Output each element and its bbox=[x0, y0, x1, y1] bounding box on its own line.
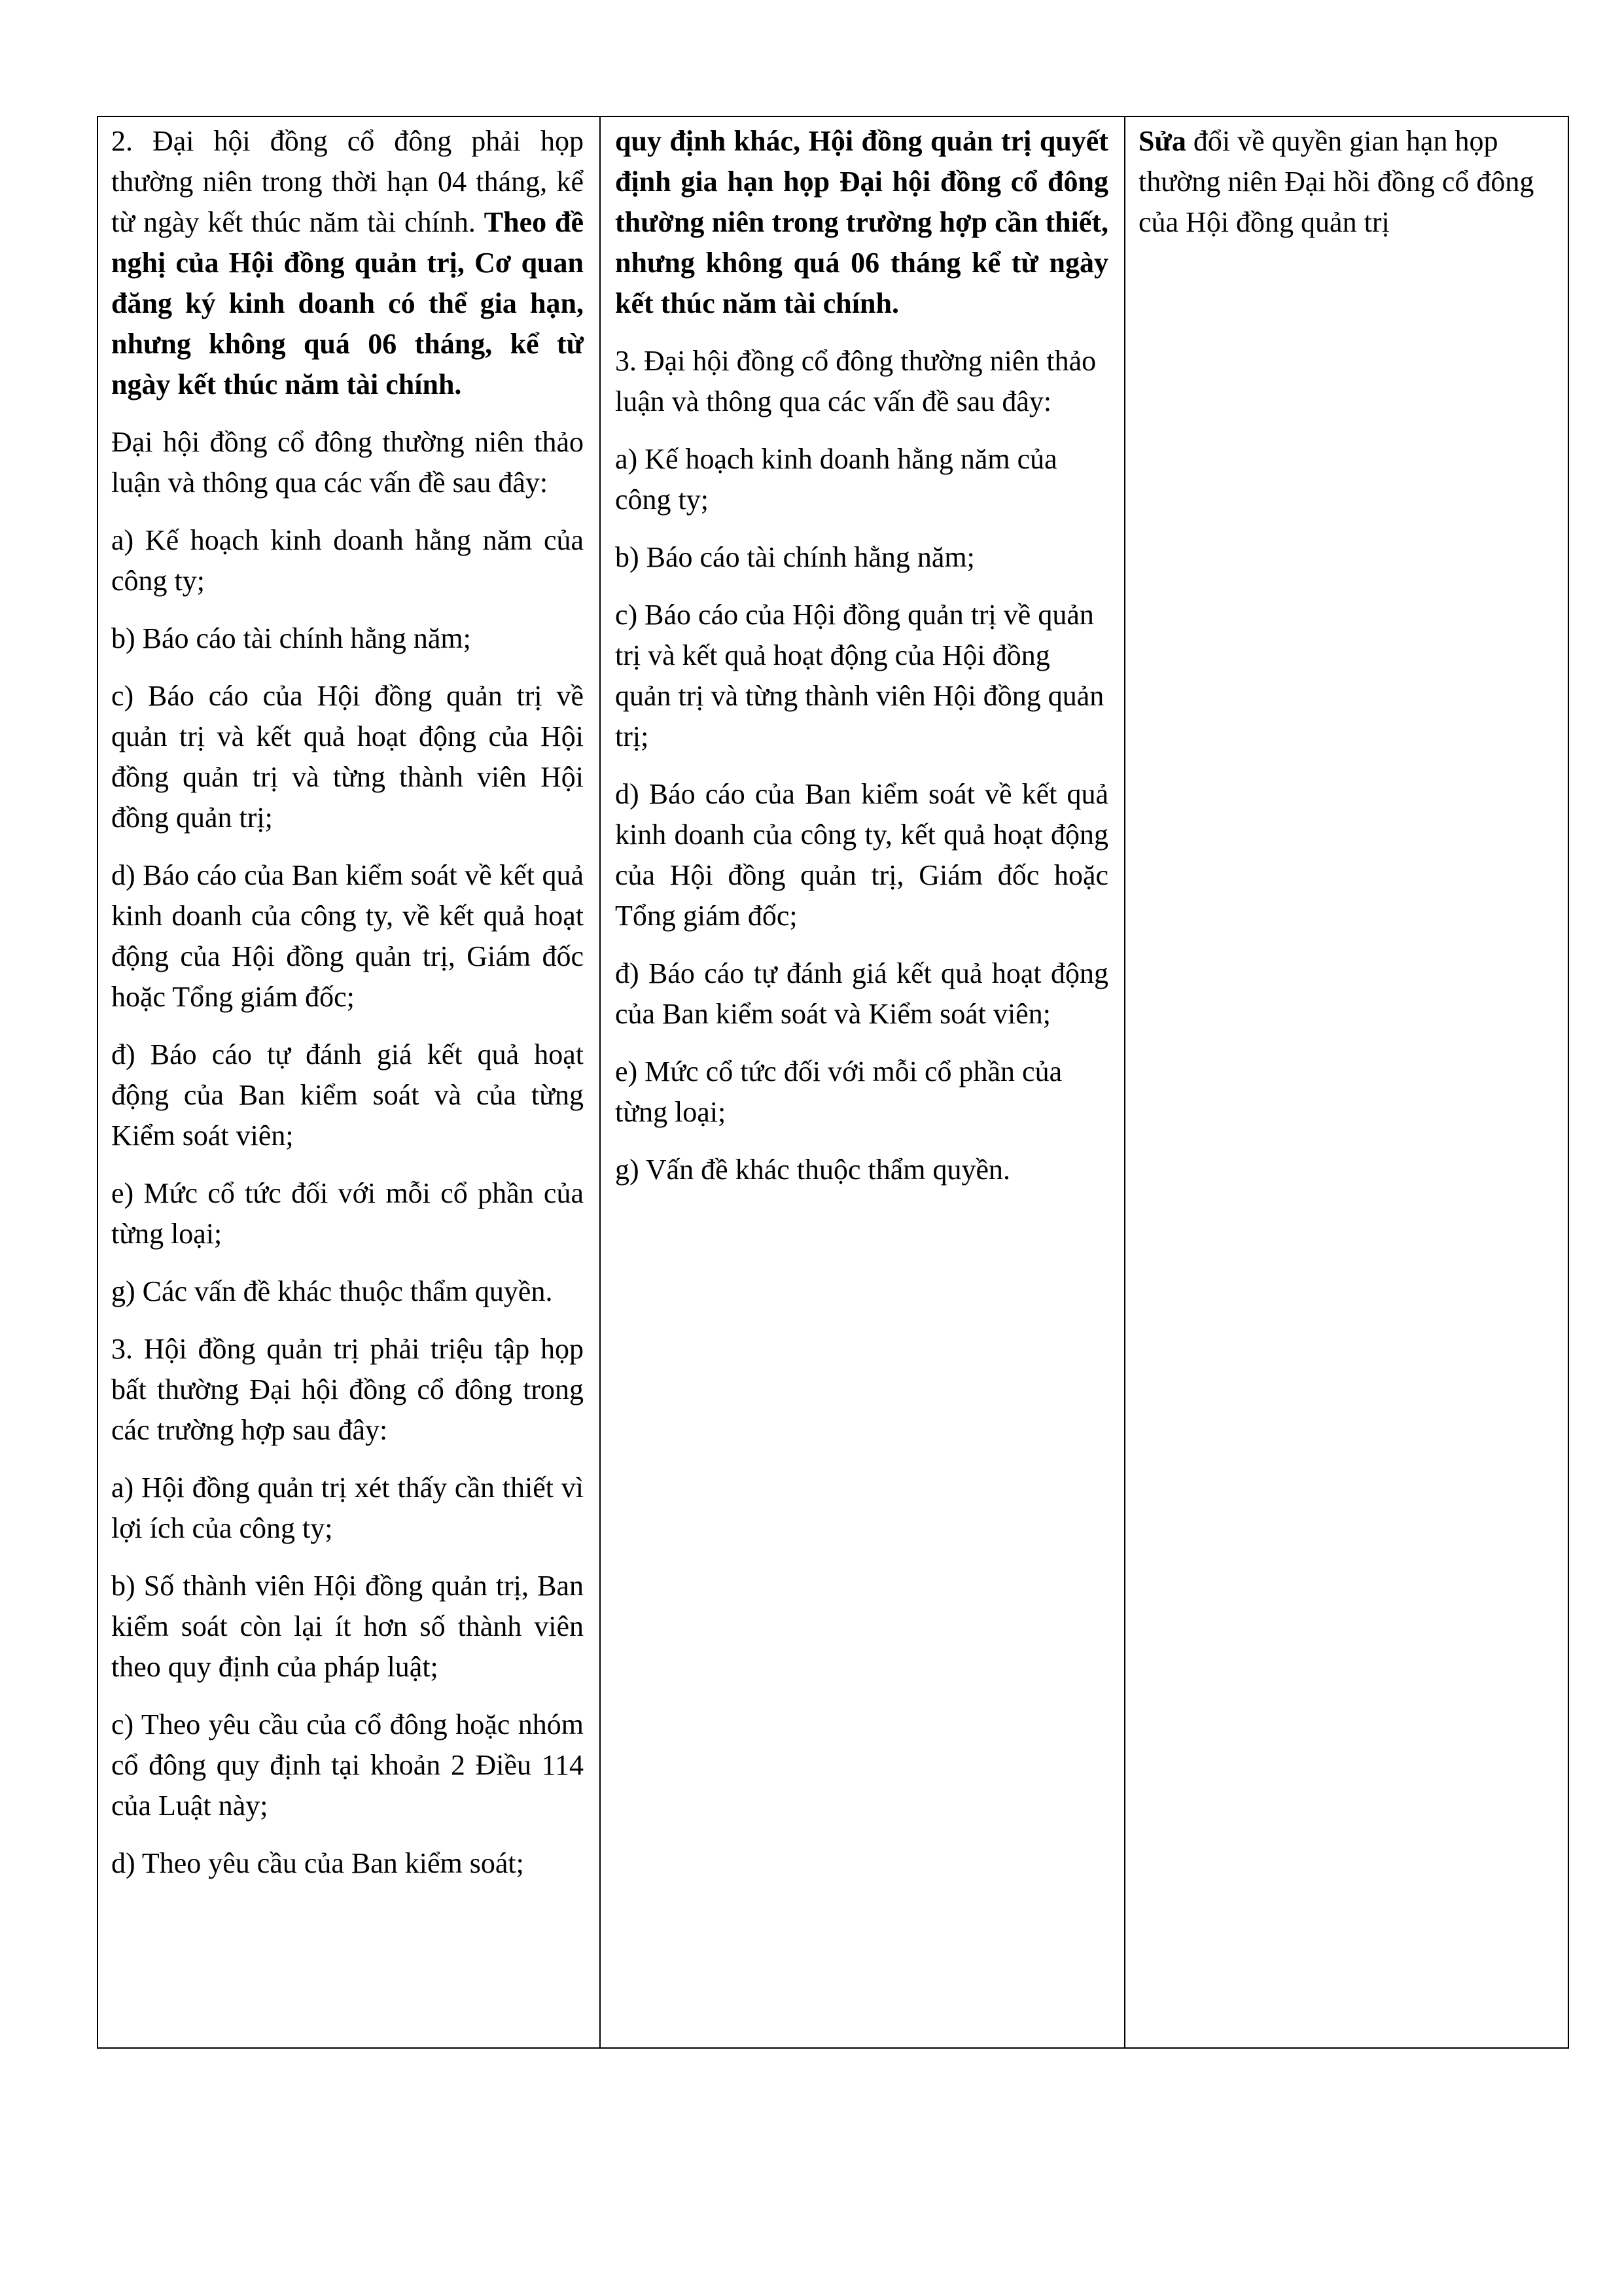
paragraph: a) Hội đồng quản trị xét thấy cần thiết vì lợi ích của công ty; bbox=[111, 1472, 584, 1544]
paragraph: e) Mức cổ tức đối với mỗi cổ phần của từng loại; bbox=[615, 1055, 1063, 1128]
explanation-cell bbox=[1125, 116, 1568, 2048]
paragraph: a) Kế hoạch kinh doanh hằng năm của công ty; bbox=[111, 524, 584, 597]
paragraph: b) Báo cáo tài chính hằng năm; bbox=[615, 541, 975, 573]
paragraph: c) Báo cáo của Hội đồng quản trị về quản trị và kết quả hoạt động của Hội đồng quản trị và từng thành viên Hội đồng quản trị; bbox=[615, 599, 1104, 752]
paragraph: g) Các vấn đề khác thuộc thẩm quyền. bbox=[111, 1275, 553, 1307]
paragraph bbox=[111, 121, 584, 405]
bold-text: Theo đề nghị của Hội đồng quản trị, Cơ quan đăng ký kinh doanh có thể gia hạn, nhưng không quá 06 tháng, kể từ ngày kết thúc năm tài chính. bbox=[111, 206, 584, 400]
paragraph-text: đổi về quyền gian hạn họp thường niên Đại hồi đồng cổ đông của Hội đồng quản trị bbox=[1139, 125, 1534, 238]
bold-text: Sửa bbox=[1139, 125, 1186, 157]
comparison-table bbox=[97, 116, 1569, 2049]
paragraph: quy định khác, Hội đồng quản trị quyết định gia hạn họp Đại hội đồng cổ đông thường niên trong trường hợp cần thiết, nhưng không quá 06 tháng kể từ ngày kết thúc năm tài chính. bbox=[615, 125, 1108, 319]
paragraph: đ) Báo cáo tự đánh giá kết quả hoạt động của Ban kiểm soát và của từng Kiểm soát viên; bbox=[111, 1038, 584, 1152]
paragraph: c) Theo yêu cầu của cổ đông hoặc nhóm cổ đông quy định tại khoản 2 Điều 114 của Luật này; bbox=[111, 1708, 584, 1822]
paragraph: b) Số thành viên Hội đồng quản trị, Ban kiểm soát còn lại ít hơn số thành viên theo quy định của pháp luật; bbox=[111, 1570, 584, 1683]
table-row bbox=[97, 116, 1568, 2048]
paragraph: g) Vấn đề khác thuộc thẩm quyền. bbox=[615, 1154, 1011, 1186]
paragraph: 3. Đại hội đồng cổ đông thường niên thảo luận và thông qua các vấn đề sau đây: bbox=[615, 345, 1097, 417]
paragraph: d) Báo cáo của Ban kiểm soát về kết quả kinh doanh của công ty, kết quả hoạt động của Hội đồng quản trị, Giám đốc hoặc Tổng giám đốc; bbox=[615, 778, 1108, 932]
paragraph bbox=[1139, 121, 1553, 243]
paragraph: d) Theo yêu cầu của Ban kiểm soát; bbox=[111, 1847, 524, 1879]
paragraph: e) Mức cổ tức đối với mỗi cổ phần của từng loại; bbox=[111, 1177, 584, 1250]
paragraph: d) Báo cáo của Ban kiểm soát về kết quả kinh doanh của công ty, về kết quả hoạt động của Hội đồng quản trị, Giám đốc hoặc Tổng giám đốc; bbox=[111, 859, 584, 1013]
paragraph-text: 2. Đại hội đồng cổ đông phải họp thường niên trong thời hạn 04 tháng, kể từ ngày kết thúc năm tài chính. bbox=[111, 125, 584, 238]
paragraph: c) Báo cáo của Hội đồng quản trị về quản trị và kết quả hoạt động của Hội đồng quản trị và từng thành viên Hội đồng quản trị; bbox=[111, 680, 584, 834]
paragraph: đ) Báo cáo tự đánh giá kết quả hoạt động của Ban kiểm soát và Kiểm soát viên; bbox=[615, 957, 1108, 1030]
proposed-text-cell bbox=[600, 116, 1125, 2048]
paragraph: a) Kế hoạch kinh doanh hằng năm của công ty; bbox=[615, 443, 1057, 516]
paragraph: Đại hội đồng cổ đông thường niên thảo luận và thông qua các vấn đề sau đây: bbox=[111, 426, 584, 499]
paragraph: b) Báo cáo tài chính hằng năm; bbox=[111, 622, 471, 654]
paragraph: 3. Hội đồng quản trị phải triệu tập họp bất thường Đại hội đồng cổ đông trong các trường hợp sau đây: bbox=[111, 1333, 584, 1446]
current-text-cell bbox=[97, 116, 600, 2048]
